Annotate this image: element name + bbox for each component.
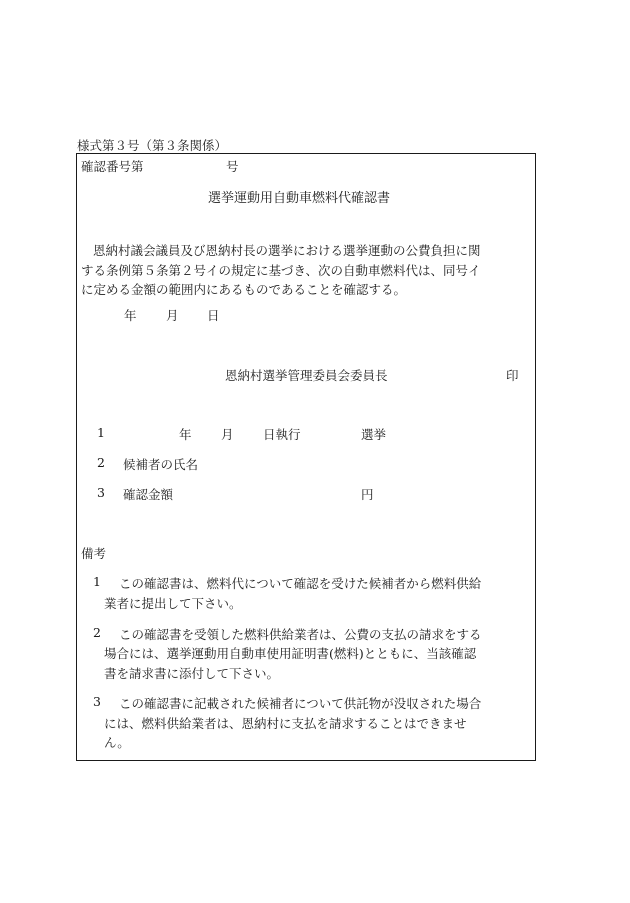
date-month: 月 <box>166 308 179 323</box>
note-number: 1 <box>93 574 101 589</box>
note-line: には、燃料供給業者は、恩納村に支払を請求することはできませ <box>104 716 467 731</box>
body-line: する条例第５条第２号イの規定に基づき、次の自動車燃料代は、同号イ <box>81 263 481 278</box>
body-line: に定める金額の範囲内にあるものであることを確認する。 <box>81 282 407 297</box>
item1-executed: 日執行 <box>263 427 301 442</box>
item-number: 2 <box>97 455 105 470</box>
note-line: この確認書を受領した燃料供給業者は、公費の支払の請求をする <box>119 627 482 642</box>
confirmed-amount-label: 確認金額 <box>123 487 174 502</box>
confirm-number-prefix: 確認番号第 <box>81 159 144 174</box>
amount-unit: 円 <box>361 487 374 502</box>
seal-mark: 印 <box>506 368 519 383</box>
date-year: 年 <box>124 308 137 323</box>
item-number: 3 <box>97 485 105 500</box>
note-line: この確認書に記載された候補者について供託物が没収された場合 <box>119 696 482 711</box>
item1-election: 選挙 <box>361 427 387 442</box>
document-title: 選挙運動用自動車燃料代確認書 <box>208 191 391 206</box>
note-line: この確認書は、燃料代について確認を受けた候補者から燃料供給 <box>119 576 482 591</box>
date-day: 日 <box>207 308 220 323</box>
item1-month: 月 <box>221 427 234 442</box>
candidate-name-label: 候補者の氏名 <box>123 457 199 472</box>
form-caption: 様式第３号（第３条関係） <box>77 138 228 153</box>
note-line: 書を請求書に添付して下さい。 <box>104 666 280 681</box>
confirmation-form <box>76 153 536 761</box>
note-number: 2 <box>93 625 101 640</box>
item1-year: 年 <box>179 427 192 442</box>
confirm-number-suffix: 号 <box>226 159 239 174</box>
note-line: 場合には、選挙運動用自動車使用証明書(燃料)とともに、当該確認 <box>104 646 477 661</box>
notes-heading: 備考 <box>81 546 107 561</box>
note-number: 3 <box>93 694 101 709</box>
note-line: ん。 <box>104 735 130 750</box>
issuer-title: 恩納村選挙管理委員会委員長 <box>225 368 388 383</box>
body-line: 恩納村議会議員及び恩納村長の選挙における選挙運動の公費負担に関 <box>93 243 481 258</box>
note-line: 業者に提出して下さい。 <box>104 596 242 611</box>
item-number: 1 <box>97 425 105 440</box>
